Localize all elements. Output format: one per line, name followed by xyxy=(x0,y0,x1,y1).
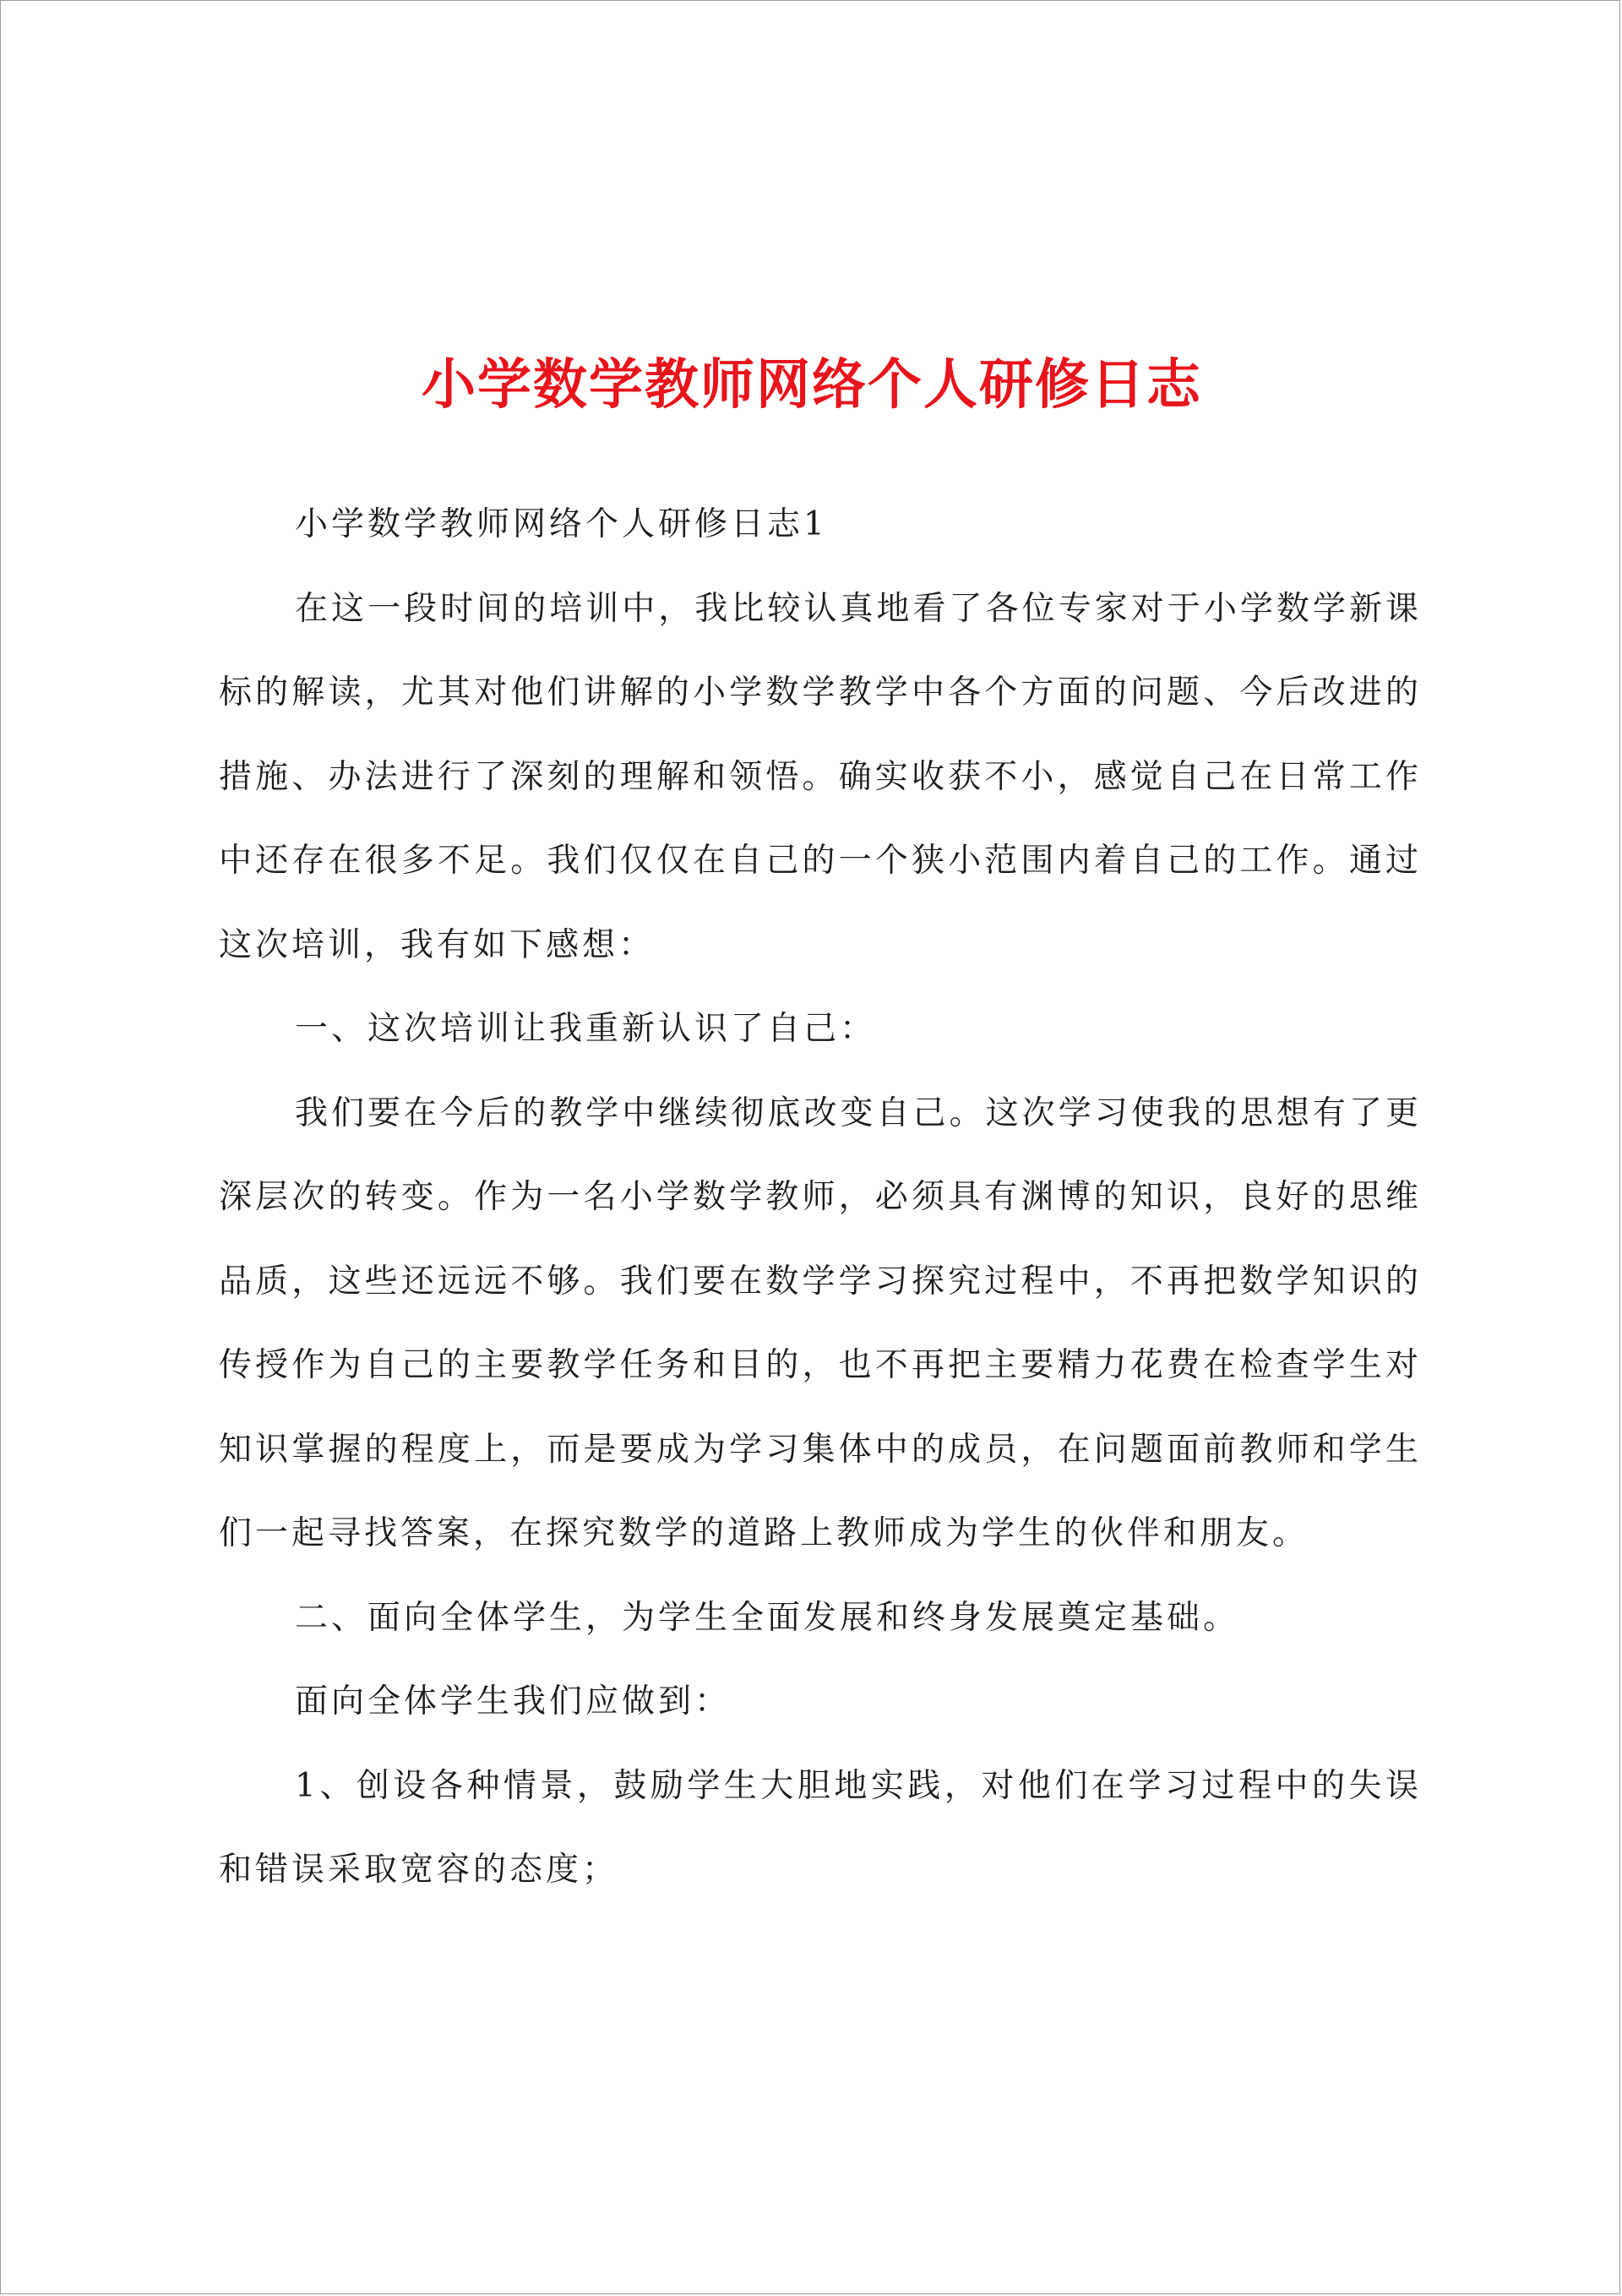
section-heading-log-1: 小学数学教师网络个人研修日志1 xyxy=(295,505,828,543)
section-heading-one: 一、这次培训让我重新认识了自己： xyxy=(295,1010,877,1048)
paragraph-all-students: 面向全体学生我们应做到： xyxy=(295,1682,732,1721)
section-heading-two: 二、面向全体学生，为学生全面发展和终身发展奠定基础。 xyxy=(295,1598,1240,1637)
paragraph-self-reflection: 我们要在今后的教学中继续彻底改变自己。这次学习使我的思想有了更深层次的转变。作为一名小学数学教师，必须具有渊博的知识，良好的思维品质，这些还远远不够。我们要在数学学习探究过程中，不再把数学知识的传授作为自己的主要教学任务和目的，也不再把主要精力花费在检查学生对知识掌握的程度上，而是要成为学习集体中的成员，在问题面前教师和学生们一起寻找答案，在探究数学的道路上教师成为学生的伙伴和朋友。 xyxy=(219,1093,1422,1552)
paragraph-intro: 在这一段时间的培训中，我比较认真地看了各位专家对于小学数学新课标的解读，尤其对他们讲解的小学数学教学中各个方面的问题、今后改进的措施、办法进行了深刻的理解和领悟。确实收获不小，感觉自己在日常工作中还存在很多不足。我们仅仅在自己的一个狭小范围内着自己的工作。通过这次培训，我有如下感想： xyxy=(219,589,1422,964)
list-item-1: 1、创设各种情景，鼓励学生大胆地实践，对他们在学习过程中的失误和错误采取宽容的态度； xyxy=(219,1766,1422,1889)
document-title: 小学数学教师网络个人研修日志 xyxy=(422,353,1202,417)
document-body xyxy=(219,483,1422,1912)
